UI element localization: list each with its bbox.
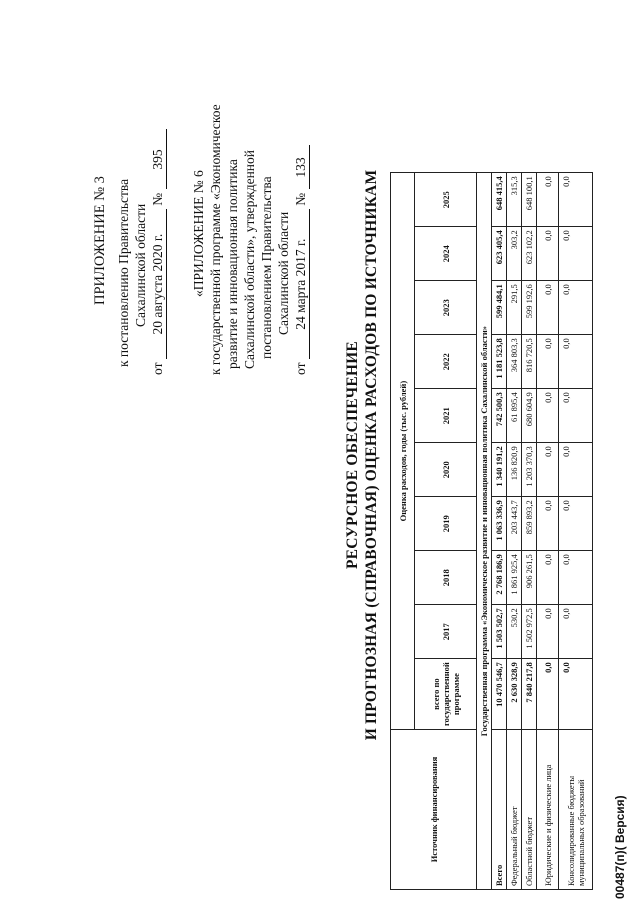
appendix6-line1: к государственной программе «Экономическое: [208, 104, 223, 375]
program-row: Государственная программа «Экономическое развитие и инновационная политика Сахалинской области»: [477, 173, 492, 890]
cell-value: 203 443,7: [507, 497, 522, 551]
cell-value: 623 405,4: [492, 227, 507, 281]
cell-value: 364 803,3: [507, 335, 522, 389]
cell-value: 623 102,2: [522, 227, 537, 281]
number-sign: №: [150, 192, 165, 206]
decree-line1: к постановлению Правительства: [116, 178, 131, 367]
cell-value: 816 720,5: [522, 335, 537, 389]
cell-value: 0,0: [559, 605, 593, 659]
cell-value: 0,0: [537, 281, 559, 335]
appendix6-date: 24 марта 2017 г.: [292, 209, 310, 359]
cell-value: 2 768 186,9: [492, 551, 507, 605]
header-year: 2021: [415, 389, 477, 443]
appendix3-header: [92, 130, 167, 376]
row-total: 10 470 546,7: [492, 659, 507, 730]
decree-date-line: [149, 130, 167, 376]
cell-value: 0,0: [537, 497, 559, 551]
cell-value: 0,0: [537, 605, 559, 659]
header-source: Источник финансирования: [391, 730, 477, 890]
title-line1: РЕСУРСНОЕ ОБЕСПЕЧЕНИЕ: [344, 341, 361, 569]
appendix6-line3: Сахалинской области», утвержденной: [242, 149, 257, 369]
table-row: [507, 173, 522, 890]
header-year: 2023: [415, 281, 477, 335]
header-year: 2022: [415, 335, 477, 389]
table-row: [537, 173, 559, 890]
row-label: Юридические и физические лица: [537, 730, 559, 890]
header-year: 2024: [415, 227, 477, 281]
header-estimate: Оценка расходов, годы (тыс. рублей): [391, 173, 415, 730]
cell-value: 0,0: [559, 389, 593, 443]
appendix6-line2: развитие и инновационная политика: [225, 159, 240, 369]
from-label-2: от: [293, 362, 308, 375]
header-year: 2019: [415, 497, 477, 551]
header-year: 2017: [415, 605, 477, 659]
cell-value: 648 415,4: [492, 173, 507, 227]
cell-value: 0,0: [559, 443, 593, 497]
header-year: 2018: [415, 551, 477, 605]
cell-value: 291,5: [507, 281, 522, 335]
header-year: 2025: [415, 173, 477, 227]
appendix3-title: ПРИЛОЖЕНИЕ № 3: [92, 176, 108, 305]
cell-value: 0,0: [537, 443, 559, 497]
row-total: 0,0: [537, 659, 559, 730]
cell-value: 680 604,9: [522, 389, 537, 443]
title-line2: И ПРОГНОЗНАЯ (СПРАВОЧНАЯ) ОЦЕНКА РАСХОДОВ ПО ИСТОЧНИКАМ: [363, 169, 380, 741]
cell-value: 1 181 523,8: [492, 335, 507, 389]
decree-line2: Сахалинской области: [133, 203, 148, 327]
appendix6-line5: Сахалинской области: [276, 211, 291, 335]
cell-value: 859 893,2: [522, 497, 537, 551]
financing-table: [390, 172, 593, 890]
cell-value: 599 192,6: [522, 281, 537, 335]
cell-value: 0,0: [537, 173, 559, 227]
cell-value: 1 203 370,3: [522, 443, 537, 497]
cell-value: 1 861 925,4: [507, 551, 522, 605]
appendix6-number: 133: [292, 146, 310, 190]
cell-value: 0,0: [559, 281, 593, 335]
cell-value: 136 820,9: [507, 443, 522, 497]
cell-value: 599 484,1: [492, 281, 507, 335]
document-title: [343, 75, 381, 835]
version-code: 00487(п)( Версия): [613, 795, 627, 899]
row-total: 0,0: [559, 659, 593, 730]
cell-value: 315,3: [507, 173, 522, 227]
cell-value: 1 063 336,9: [492, 497, 507, 551]
decree-number: 395: [149, 130, 167, 190]
row-label: Консолидированные бюджеты муниципальных образований: [559, 730, 593, 890]
cell-value: 61 895,4: [507, 389, 522, 443]
cell-value: 530,2: [507, 605, 522, 659]
cell-value: 0,0: [537, 227, 559, 281]
row-label: Федеральный бюджет: [507, 730, 522, 890]
appendix6-title: «ПРИЛОЖЕНИЕ № 6: [191, 170, 206, 297]
cell-value: 0,0: [559, 227, 593, 281]
row-total: 2 630 328,9: [507, 659, 522, 730]
appendix6-date-line: [292, 104, 310, 375]
decree-date: 20 августа 2020 г.: [149, 209, 167, 359]
table-row: [492, 173, 507, 890]
appendix6-header: [190, 104, 310, 375]
cell-value: 1 503 502,7: [492, 605, 507, 659]
from-label: от: [150, 362, 165, 375]
cell-value: 742 500,3: [492, 389, 507, 443]
header-total: всего по государственной программе: [415, 659, 477, 730]
row-label: Областной бюджет: [522, 730, 537, 890]
cell-value: 0,0: [559, 335, 593, 389]
cell-value: 1 340 191,2: [492, 443, 507, 497]
row-label: Всего: [492, 730, 507, 890]
cell-value: 303,2: [507, 227, 522, 281]
cell-value: 0,0: [537, 551, 559, 605]
cell-value: 0,0: [537, 335, 559, 389]
cell-value: 0,0: [559, 551, 593, 605]
cell-value: 0,0: [537, 389, 559, 443]
appendix6-line4: постановлением Правительства: [259, 176, 274, 359]
cell-value: 906 261,5: [522, 551, 537, 605]
header-year: 2020: [415, 443, 477, 497]
table-row: [522, 173, 537, 890]
cell-value: 0,0: [559, 173, 593, 227]
table-row: [559, 173, 593, 890]
cell-value: 1 502 972,5: [522, 605, 537, 659]
number-sign-2: №: [293, 192, 308, 206]
cell-value: 648 100,1: [522, 173, 537, 227]
row-total: 7 840 217,8: [522, 659, 537, 730]
cell-value: 0,0: [559, 497, 593, 551]
